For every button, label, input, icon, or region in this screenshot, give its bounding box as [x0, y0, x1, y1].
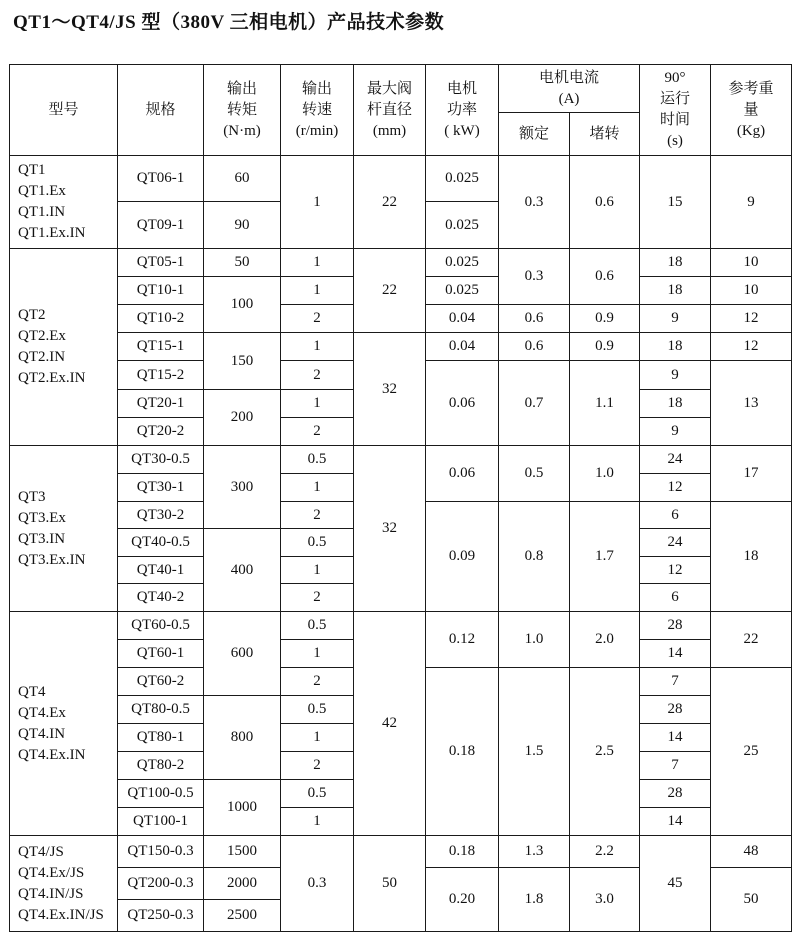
cell-speed: 1: [281, 249, 354, 277]
header-runtime-90deg: 90° 运行 时间 (s): [640, 65, 711, 156]
cell-speed: 0.5: [281, 446, 354, 474]
spec-table-body: [10, 156, 792, 932]
cell-speed: 2: [281, 752, 354, 780]
cell-rated-current: 0.3: [499, 249, 570, 305]
cell-spec: QT40-2: [118, 584, 204, 612]
cell-rated-current: 0.6: [499, 305, 570, 333]
cell-torque: 1000: [204, 780, 281, 836]
cell-weight: 48: [711, 836, 792, 868]
cell-spec: QT20-2: [118, 418, 204, 446]
cell-rated-current: 1.0: [499, 612, 570, 668]
header-ref-weight: 参考重 量 (Kg): [711, 65, 792, 156]
cell-power: 0.18: [426, 836, 499, 868]
cell-spec: QT30-1: [118, 474, 204, 502]
cell-locked-current: 1.1: [570, 361, 640, 446]
cell-weight: 12: [711, 333, 792, 361]
cell-model: QT4/JS QT4.Ex/JS QT4.IN/JS QT4.Ex.IN/JS: [10, 836, 118, 932]
spec-table: [9, 64, 792, 932]
cell-speed: 1: [281, 156, 354, 249]
header-motor-current-group: 电机电流 (A): [499, 65, 640, 113]
cell-speed: 2: [281, 418, 354, 446]
cell-runtime: 45: [640, 836, 711, 932]
cell-speed: 0.3: [281, 836, 354, 932]
cell-rated-current: 0.8: [499, 502, 570, 612]
cell-locked-current: 2.0: [570, 612, 640, 668]
cell-runtime: 18: [640, 390, 711, 418]
cell-runtime: 18: [640, 277, 711, 305]
cell-torque: 800: [204, 696, 281, 780]
cell-torque: 400: [204, 529, 281, 612]
cell-power: 0.09: [426, 502, 499, 612]
cell-diameter: 42: [354, 612, 426, 836]
cell-runtime: 14: [640, 640, 711, 668]
cell-speed: 1: [281, 277, 354, 305]
cell-power: 0.025: [426, 249, 499, 277]
cell-spec: QT150-0.3: [118, 836, 204, 868]
cell-torque: 1500: [204, 836, 281, 868]
cell-speed: 2: [281, 502, 354, 529]
table-row: [10, 446, 792, 474]
header-motor-power: 电机 功率 ( kW): [426, 65, 499, 156]
cell-torque: 2000: [204, 868, 281, 900]
cell-rated-current: 0.5: [499, 446, 570, 502]
cell-model: QT2 QT2.Ex QT2.IN QT2.Ex.IN: [10, 249, 118, 446]
cell-runtime: 18: [640, 249, 711, 277]
cell-locked-current: 2.5: [570, 668, 640, 836]
cell-runtime: 15: [640, 156, 711, 249]
cell-speed: 1: [281, 474, 354, 502]
cell-speed: 2: [281, 305, 354, 333]
cell-power: 0.025: [426, 156, 499, 202]
cell-power: 0.06: [426, 446, 499, 502]
cell-locked-current: 0.6: [570, 249, 640, 305]
cell-power: 0.12: [426, 612, 499, 668]
cell-spec: QT80-2: [118, 752, 204, 780]
header-row: [10, 65, 792, 113]
cell-weight: 9: [711, 156, 792, 249]
cell-power: 0.04: [426, 305, 499, 333]
cell-speed: 2: [281, 584, 354, 612]
cell-diameter: 32: [354, 333, 426, 446]
cell-spec: QT60-0.5: [118, 612, 204, 640]
header-rated-current: 额定: [499, 113, 570, 156]
spec-table-head: [10, 65, 792, 156]
cell-model: QT1 QT1.Ex QT1.IN QT1.Ex.IN: [10, 156, 118, 249]
cell-spec: QT10-1: [118, 277, 204, 305]
cell-torque: 200: [204, 390, 281, 446]
cell-spec: QT10-2: [118, 305, 204, 333]
cell-torque: 60: [204, 156, 281, 202]
cell-diameter: 22: [354, 156, 426, 249]
cell-runtime: 6: [640, 502, 711, 529]
cell-spec: QT30-0.5: [118, 446, 204, 474]
cell-speed: 2: [281, 668, 354, 696]
cell-torque: 2500: [204, 900, 281, 932]
cell-spec: QT100-0.5: [118, 780, 204, 808]
cell-spec: QT250-0.3: [118, 900, 204, 932]
table-row: [10, 249, 792, 277]
cell-spec: QT80-1: [118, 724, 204, 752]
cell-runtime: 12: [640, 474, 711, 502]
cell-diameter: 32: [354, 446, 426, 612]
table-row: [10, 333, 792, 361]
cell-spec: QT20-1: [118, 390, 204, 418]
cell-spec: QT05-1: [118, 249, 204, 277]
cell-weight: 12: [711, 305, 792, 333]
cell-speed: 1: [281, 640, 354, 668]
cell-power: 0.025: [426, 277, 499, 305]
cell-runtime: 14: [640, 724, 711, 752]
cell-runtime: 28: [640, 696, 711, 724]
cell-locked-current: 0.9: [570, 333, 640, 361]
cell-runtime: 9: [640, 418, 711, 446]
cell-power: 0.04: [426, 333, 499, 361]
cell-weight: 17: [711, 446, 792, 502]
cell-spec: QT80-0.5: [118, 696, 204, 724]
cell-runtime: 6: [640, 584, 711, 612]
cell-runtime: 28: [640, 612, 711, 640]
cell-rated-current: 1.3: [499, 836, 570, 868]
cell-diameter: 50: [354, 836, 426, 932]
cell-locked-current: 0.9: [570, 305, 640, 333]
cell-speed: 0.5: [281, 529, 354, 557]
table-row: [10, 156, 792, 202]
cell-rated-current: 0.6: [499, 333, 570, 361]
cell-locked-current: 2.2: [570, 836, 640, 868]
cell-power: 0.025: [426, 202, 499, 249]
cell-spec: QT60-2: [118, 668, 204, 696]
cell-rated-current: 0.7: [499, 361, 570, 446]
cell-runtime: 14: [640, 808, 711, 836]
header-locked-rotor-current: 堵转: [570, 113, 640, 156]
cell-torque: 600: [204, 612, 281, 696]
cell-spec: QT15-1: [118, 333, 204, 361]
cell-power: 0.06: [426, 361, 499, 446]
cell-weight: 50: [711, 868, 792, 932]
cell-weight: 10: [711, 249, 792, 277]
cell-runtime: 7: [640, 752, 711, 780]
header-max-stem-diameter: 最大阀 杆直径 (mm): [354, 65, 426, 156]
cell-runtime: 18: [640, 333, 711, 361]
cell-torque: 50: [204, 249, 281, 277]
cell-rated-current: 1.8: [499, 868, 570, 932]
cell-speed: 1: [281, 333, 354, 361]
cell-locked-current: 0.6: [570, 156, 640, 249]
cell-weight: 22: [711, 612, 792, 668]
cell-spec: QT30-2: [118, 502, 204, 529]
cell-weight: 25: [711, 668, 792, 836]
cell-spec: QT40-0.5: [118, 529, 204, 557]
cell-speed: 0.5: [281, 612, 354, 640]
cell-locked-current: 3.0: [570, 868, 640, 932]
cell-model: QT3 QT3.Ex QT3.IN QT3.Ex.IN: [10, 446, 118, 612]
cell-spec: QT40-1: [118, 557, 204, 584]
cell-rated-current: 1.5: [499, 668, 570, 836]
cell-runtime: 12: [640, 557, 711, 584]
cell-speed: 2: [281, 361, 354, 390]
header-spec: 规格: [118, 65, 204, 156]
cell-torque: 100: [204, 277, 281, 333]
cell-spec: QT200-0.3: [118, 868, 204, 900]
cell-weight: 13: [711, 361, 792, 446]
cell-spec: QT06-1: [118, 156, 204, 202]
cell-weight: 18: [711, 502, 792, 612]
header-model: 型号: [10, 65, 118, 156]
cell-rated-current: 0.3: [499, 156, 570, 249]
cell-runtime: 9: [640, 305, 711, 333]
cell-runtime: 28: [640, 780, 711, 808]
cell-torque: 90: [204, 202, 281, 249]
cell-weight: 10: [711, 277, 792, 305]
table-row: [10, 612, 792, 640]
cell-spec: QT60-1: [118, 640, 204, 668]
header-output-speed: 输出 转速 (r/min): [281, 65, 354, 156]
header-output-torque: 输出 转矩 (N·m): [204, 65, 281, 156]
cell-speed: 1: [281, 390, 354, 418]
cell-locked-current: 1.7: [570, 502, 640, 612]
table-row: [10, 836, 792, 868]
page-title: QT1～QT4/JS 型（380V 三相电机）产品技术参数: [13, 12, 445, 33]
cell-speed: 1: [281, 808, 354, 836]
cell-torque: 300: [204, 446, 281, 529]
cell-power: 0.18: [426, 668, 499, 836]
cell-spec: QT15-2: [118, 361, 204, 390]
cell-runtime: 24: [640, 446, 711, 474]
cell-spec: QT100-1: [118, 808, 204, 836]
cell-speed: 1: [281, 724, 354, 752]
cell-speed: 0.5: [281, 696, 354, 724]
cell-torque: 150: [204, 333, 281, 390]
cell-model: QT4 QT4.Ex QT4.IN QT4.Ex.IN: [10, 612, 118, 836]
cell-runtime: 9: [640, 361, 711, 390]
cell-spec: QT09-1: [118, 202, 204, 249]
cell-runtime: 7: [640, 668, 711, 696]
cell-locked-current: 1.0: [570, 446, 640, 502]
cell-runtime: 24: [640, 529, 711, 557]
cell-diameter: 22: [354, 249, 426, 333]
cell-speed: 1: [281, 557, 354, 584]
cell-power: 0.20: [426, 868, 499, 932]
cell-speed: 0.5: [281, 780, 354, 808]
